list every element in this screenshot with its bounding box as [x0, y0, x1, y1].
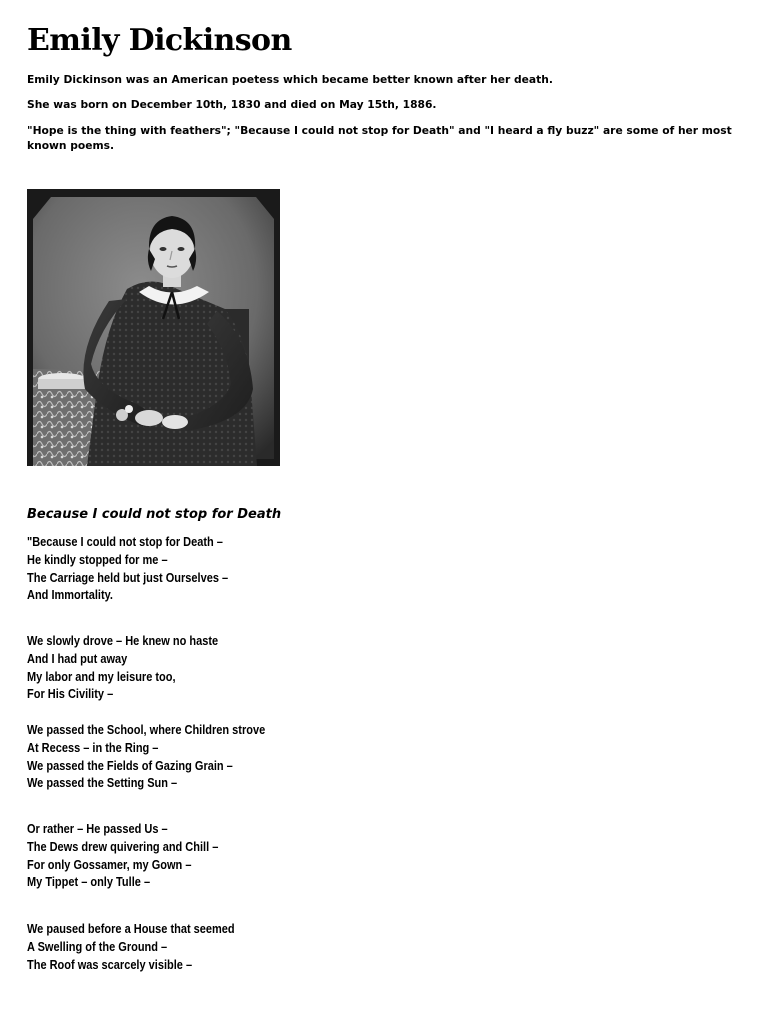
portrait-photo	[27, 189, 280, 466]
poem-line: We passed the School, where Children strove	[27, 723, 266, 737]
intro-paragraph-poems: "Hope is the thing with feathers"; "Because I could not stop for Death" and "I heard a fly buzz" are some of her most known poems.	[27, 124, 732, 152]
poem-title: Because I could not stop for Death	[27, 507, 282, 522]
poem-line: The Carriage held but just Ourselves –	[27, 570, 229, 585]
poem-stanza	[27, 921, 235, 974]
poem-stanza	[27, 633, 218, 704]
poem-line: We slowly drove – He knew no haste	[27, 634, 219, 648]
poem-stanza	[27, 534, 228, 605]
poem-line: For His Civility –	[27, 687, 114, 702]
intro-paragraph-dates: She was born on December 10th, 1830 and died on May 15th, 1886.	[27, 98, 437, 111]
poem-line: My labor and my leisure too,	[27, 669, 176, 684]
intro-paragraph-death: Emily Dickinson was an American poetess which became better known after her death.	[27, 73, 553, 86]
page-title: Emily Dickinson	[27, 23, 292, 58]
poem-line: For only Gossamer, my Gown –	[27, 857, 192, 872]
poem-line: The Dews drew quivering and Chill –	[27, 839, 219, 854]
poem-line: And Immortality.	[27, 588, 113, 603]
poem-line: A Swelling of the Ground –	[27, 939, 168, 954]
poem-line: We passed the Setting Sun –	[27, 776, 178, 791]
poem-line: Or rather – He passed Us –	[27, 822, 168, 836]
poem-stanza	[27, 821, 218, 892]
poem-line: My Tippet – only Tulle –	[27, 875, 151, 890]
poem-line: We passed the Fields of Gazing Grain –	[27, 758, 233, 773]
poem-stanza	[27, 722, 265, 793]
poem-line: "Because I could not stop for Death –	[27, 535, 223, 549]
poem-line: He kindly stopped for me –	[27, 552, 168, 567]
poem-line: And I had put away	[27, 651, 128, 666]
poem-line: The Roof was scarcely visible –	[27, 957, 193, 972]
poem-line: At Recess – in the Ring –	[27, 740, 159, 755]
poem-line: We paused before a House that seemed	[27, 922, 235, 936]
